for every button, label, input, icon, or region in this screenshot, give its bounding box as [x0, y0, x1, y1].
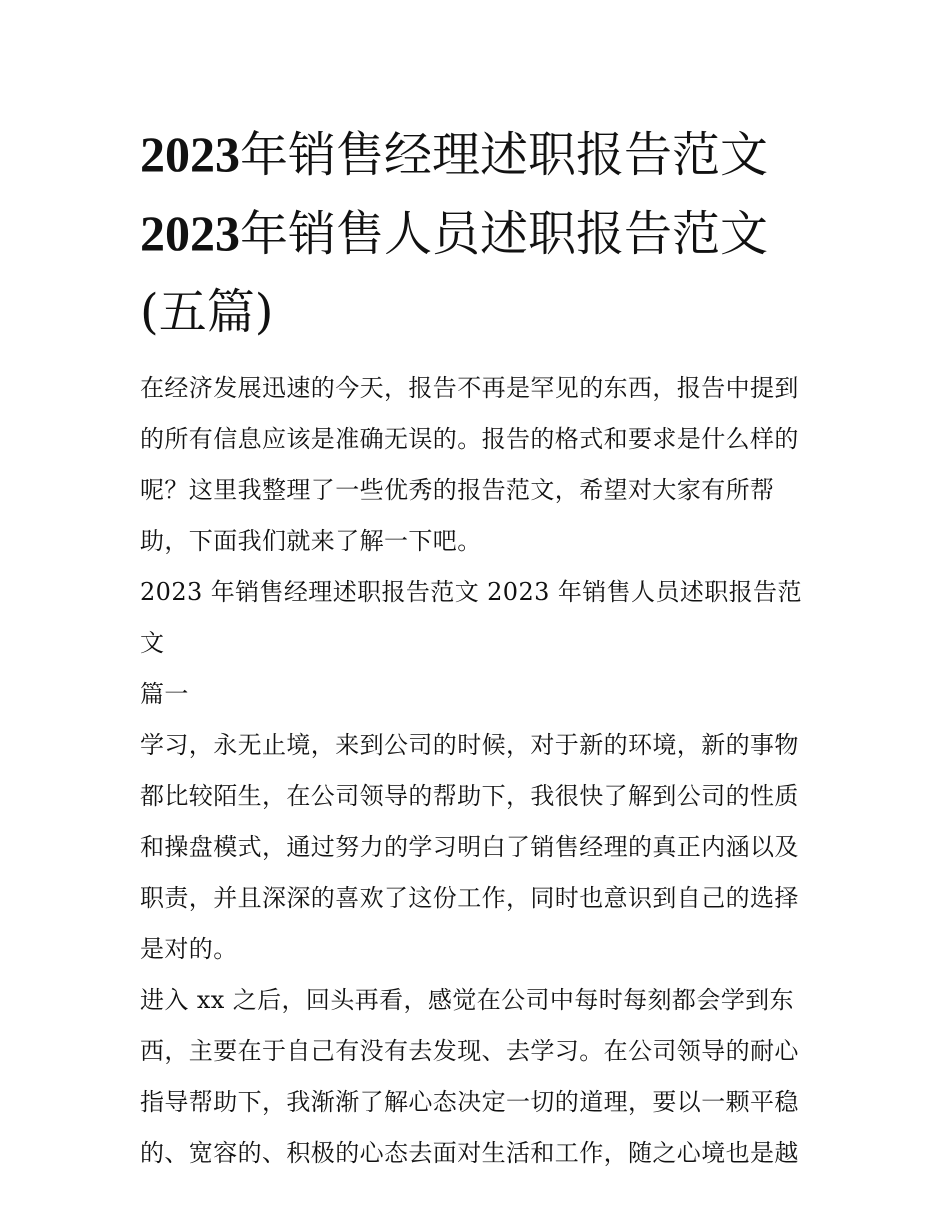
intro-paragraph	[140, 363, 820, 567]
text-line: 西，主要在于自己有没有去发现、去学习。在公司领导的耐心	[140, 1037, 799, 1065]
title-line-1	[140, 115, 820, 194]
text-line: 都比较陌生，在公司领导的帮助下，我很快了解到公司的性质	[140, 782, 799, 810]
body-paragraph-1	[140, 720, 820, 975]
text-line: 和操盘模式，通过努力的学习明白了销售经理的真正内涵以及	[140, 833, 799, 861]
title-year: 2023	[140, 126, 240, 182]
title-line-2	[140, 194, 820, 273]
text-line: 助，下面我们就来了解一下吧。	[140, 527, 482, 555]
title-text: 年销售经理述职报告范文	[240, 127, 769, 183]
document-page	[140, 115, 820, 1179]
section-heading	[140, 567, 820, 720]
text-line: 篇一	[140, 680, 189, 708]
text-line: 呢？这里我整理了一些优秀的报告范文，希望对大家有所帮	[140, 476, 775, 504]
body-paragraph-2	[140, 975, 820, 1179]
text-line: 2023 年销售经理述职报告范文 2023 年销售人员述职报告范文	[140, 578, 802, 657]
text-line: 进入 xx 之后，回头再看，感觉在公司中每时每刻都会学到东	[140, 986, 794, 1014]
title-text: 年销售人员述职报告范文	[240, 206, 769, 262]
title-text: (五篇)	[140, 284, 274, 340]
text-line: 职责，并且深深的喜欢了这份工作，同时也意识到自己的选择	[140, 884, 799, 912]
text-line: 的所有信息应该是准确无误的。报告的格式和要求是什么样的	[140, 425, 799, 453]
text-line: 是对的。	[140, 935, 238, 963]
text-line: 学习，永无止境，来到公司的时候，对于新的环境，新的事物	[140, 731, 799, 759]
text-line: 指导帮助下，我渐渐了解心态决定一切的道理，要以一颗平稳	[140, 1088, 799, 1116]
text-line: 的、宽容的、积极的心态去面对生活和工作，随之心境也是越	[140, 1139, 799, 1167]
title-line-3	[140, 273, 820, 351]
title-year: 2023	[140, 205, 240, 261]
document-title	[140, 115, 820, 351]
text-line: 在经济发展迅速的今天，报告不再是罕见的东西，报告中提到	[140, 374, 799, 402]
